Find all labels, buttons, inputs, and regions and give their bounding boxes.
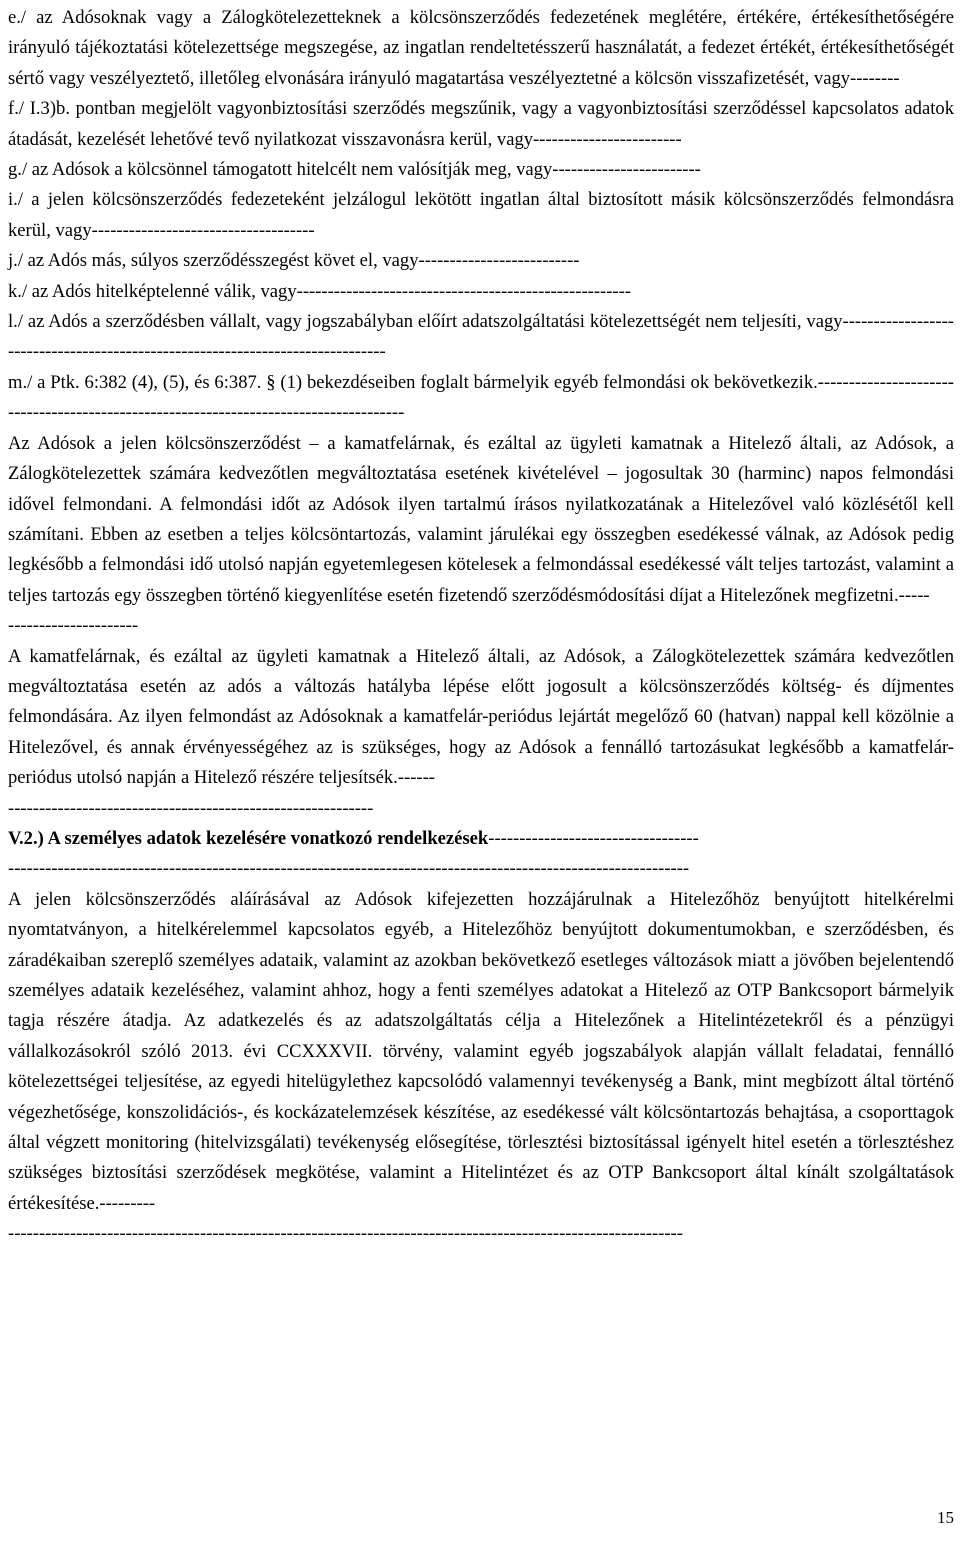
paragraph-item-e: e./ az Adósoknak vagy a Zálogkötelezetteknek a kölcsönszerződés fedezetének meglétére, értékére, értékesíthetőségére irányuló tájékoztatási kötelezettsége megszegése, az ingatlan rendeltetésszerű használatát, a fedezet értékét, értékesíthetőségét sértő vagy veszélyeztető, illetőleg elvonására irányuló magatartása veszélyeztetné a kölcsön visszafizetését, vagy-------- [8,7,954,89]
paragraph-item-g: g./ az Adósok a kölcsönnel támogatott hitelcélt nem valósítják meg, vagy------------------------ [8,159,701,181]
paragraph-item-i: i./ a jelen kölcsönszerződés fedezeteként jelzálogul lekötött ingatlan által biztosított másik kölcsönszerződés felmondásra kerül, vagy------------------------------------ [8,189,954,241]
separator-dashes: ----------------------------------------------------------- [8,797,374,819]
document-body [8,3,954,1250]
heading-dash-fill: ---------------------------------- [488,827,699,849]
paragraph-personal-data: A jelen kölcsönszerződés aláírásával az Adósok kifejezetten hozzájárulnak a Hitelezőhöz benyújtott hitelkérelmi nyomtatványon, a hitelkérelemmel kapcsolatos egyéb, a Hitelezőhöz benyújtott dokumentumokban, e szerződésben, és záradékaiban szereplő személyes adataik, valamint az azokban bekövetkező esetleges változások miatt a jövőben bejelentendő személyes adataik kezeléséhez, valamint ahhoz, hogy a fenti személyes adatokat a Hitelező az OTP Bankcsoport bármelyik tagja részére átadja. Az adatkezelés és az adatszolgáltatás célja a Hitelezőnek a Hitelintézetekről és a pénzügyi vállalkozásokról szóló 2013. évi CCXXXVII. törvény, valamint egyéb jogszabályok alapján vállalt feladatai, fennálló kötelezettségei teljesítése, az egyedi hitelügylethez kapcsolódó valamennyi tevékenység a Bank, mint megbízott által történő végezhetősége, konszolidációs-, és kockázatelemzések készítése, az esedékessé vált kölcsöntartozás behajtása, a csoporttagok által végzett monitoring (hitelvizsgálati) tevékenység elősegítése, törlesztési biztosítással igényelt hitel esetén a törlesztéshez szükséges biztosítási szerződések megkötése, valamint a Hitelintézet és az OTP Bankcsoport által kínált szolgáltatások értékesítése.--------- [8,888,954,1214]
paragraph-interest-margin-termination: A kamatfelárnak, és ezáltal az ügyleti kamatnak a Hitelező általi, az Adósok, a Zálogkötelezettek számára kedvezőtlen megváltoztatása esetén az adós a változás hatályba lépése előtt jogosult a kölcsönszerződés költség- és díjmentes felmondására. Az ilyen felmondást az Adósoknak a kamatfelár-periódus lejártát megelőző 60 (hatvan) nappal kell közölnie a Hitelezővel, és annak érvényességéhez az is szükséges, hogy az Adósok a fennálló tartozásukat legkésőbb a kamatfelár-periódus utolsó napján a Hitelező részére teljesítsék.------ [8,645,954,789]
paragraph-item-f: f./ I.3)b. pontban megjelölt vagyonbiztosítási szerződés megszűnik, vagy a vagyonbiztosítási szerződéssel kapcsolatos adatok átadását, kezelését lehetővé tevő nyilatkozat visszavonásra kerül, vagy------------------------ [8,98,954,150]
paragraph-item-j: j./ az Adós más, súlyos szerződésszegést követ el, vagy-------------------------- [8,250,580,272]
section-heading-line [8,824,954,854]
separator-dashes: ------------------------------------------------------------------------------------------------------------- [8,1223,683,1245]
page-number: 15 [937,1508,954,1527]
paragraph-item-k: k./ az Adós hitelképtelenné válik, vagy------------------------------------------------------ [8,280,631,302]
paragraph-item-l: l./ az Adós a szerződésben vállalt, vagy jogszabályban előírt adatszolgáltatási kötelezettségét nem teljesíti, vagy------------------------------------------------------------------------------- [8,311,954,363]
paragraph-borrower-termination: Az Adósok a jelen kölcsönszerződést – a kamatfelárnak, és ezáltal az ügyleti kamatnak a Hitelező általi, az Adósok, a Zálogkötelezettek számára kedvezőtlen megváltoztatása esetének kivételével – jogosultak 30 (harminc) napos felmondási idővel felmondani. A felmondási időt az Adósok ilyen tartalmú írásos nyilatkozatának a Hitelezővel való közlésétől kell számítani. Ebben az esetben a teljes kölcsöntartozás, valamint járulékai egy összegben esedékessé válnak, az Adósok pedig legkésőbb a felmondási idő utolsó napján egyetemlegesen kötelesek a felmondással esedékessé vált teljes tartozást, valamint a teljes tartozás egy összegben történő kiegyenlítése esetén fizetendő szerződésmódosítási díjat a Hitelezőnek megfizetni.----- [8,432,954,606]
separator-dashes: --------------------- [8,615,139,637]
section-heading: V.2.) A személyes adatok kezelésére vonatkozó rendelkezések [8,827,489,849]
paragraph-item-m: m./ a Ptk. 6:382 (4), (5), és 6:387. § (1) bekezdéseiben foglalt bármelyik egyéb felmondási ok bekövetkezik.-------------------------------------------------------------------------------------- [8,371,954,424]
separator-dashes: -------------------------------------------------------------------------------------------------------------- [8,858,690,880]
